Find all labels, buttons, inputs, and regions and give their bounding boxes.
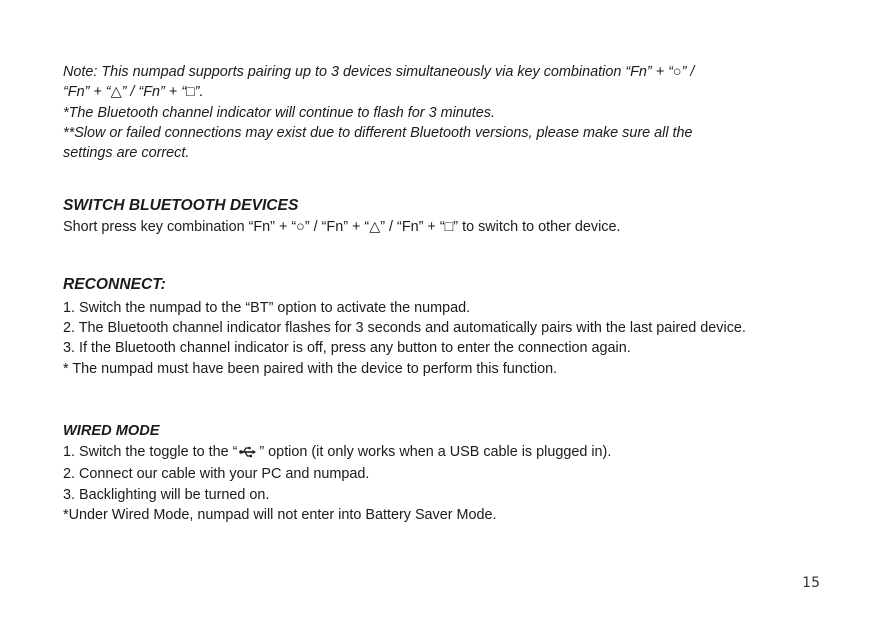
- list-item: 2. The Bluetooth channel indicator flashes for 3 seconds and automatically pairs with the last paired device.: [63, 320, 746, 337]
- list-item: * The numpad must have been paired with the device to perform this function.: [63, 360, 558, 377]
- list-item-text: 1. Switch the toggle to the “: [63, 443, 238, 460]
- switch-section: [63, 196, 873, 237]
- usb-icon: [239, 444, 257, 464]
- reconnect-section: [63, 275, 873, 379]
- note-block: [63, 62, 873, 163]
- note-line: Note: This numpad supports pairing up to 3 devices simultaneously via key combination “Fn” + “○” /: [63, 64, 695, 80]
- list-item: *Under Wired Mode, numpad will not enter into Battery Saver Mode.: [63, 506, 497, 523]
- list-item: 1. Switch the numpad to the “BT” option to activate the numpad.: [63, 299, 471, 316]
- section-heading: WIRED MODE: [63, 422, 160, 439]
- note-line: *The Bluetooth channel indicator will continue to flash for 3 minutes.: [63, 104, 495, 121]
- section-heading: SWITCH BLUETOOTH DEVICES: [63, 197, 299, 215]
- list-item: [63, 442, 873, 464]
- section-text: Short press key combination “Fn” + “○” / “Fn” + “△” / “Fn” + “□” to switch to other device.: [63, 219, 621, 236]
- section-heading: RECONNECT:: [63, 275, 166, 293]
- note-line: settings are correct.: [63, 145, 190, 162]
- note-line: **Slow or failed connections may exist due to different Bluetooth versions, please make sure all the: [63, 124, 693, 141]
- page-number: 15: [802, 575, 820, 591]
- list-item-text: ” option (it only works when a USB cable is plugged in).: [259, 443, 612, 460]
- wired-section: [63, 421, 873, 525]
- note-line: “Fn” + “△” / “Fn” + “□”.: [63, 84, 204, 101]
- page-content: [63, 62, 873, 525]
- list-item: 3. Backlighting will be turned on.: [63, 486, 270, 503]
- list-item: 2. Connect our cable with your PC and numpad.: [63, 466, 370, 483]
- list-item: 3. If the Bluetooth channel indicator is off, press any button to enter the connection again.: [63, 340, 631, 357]
